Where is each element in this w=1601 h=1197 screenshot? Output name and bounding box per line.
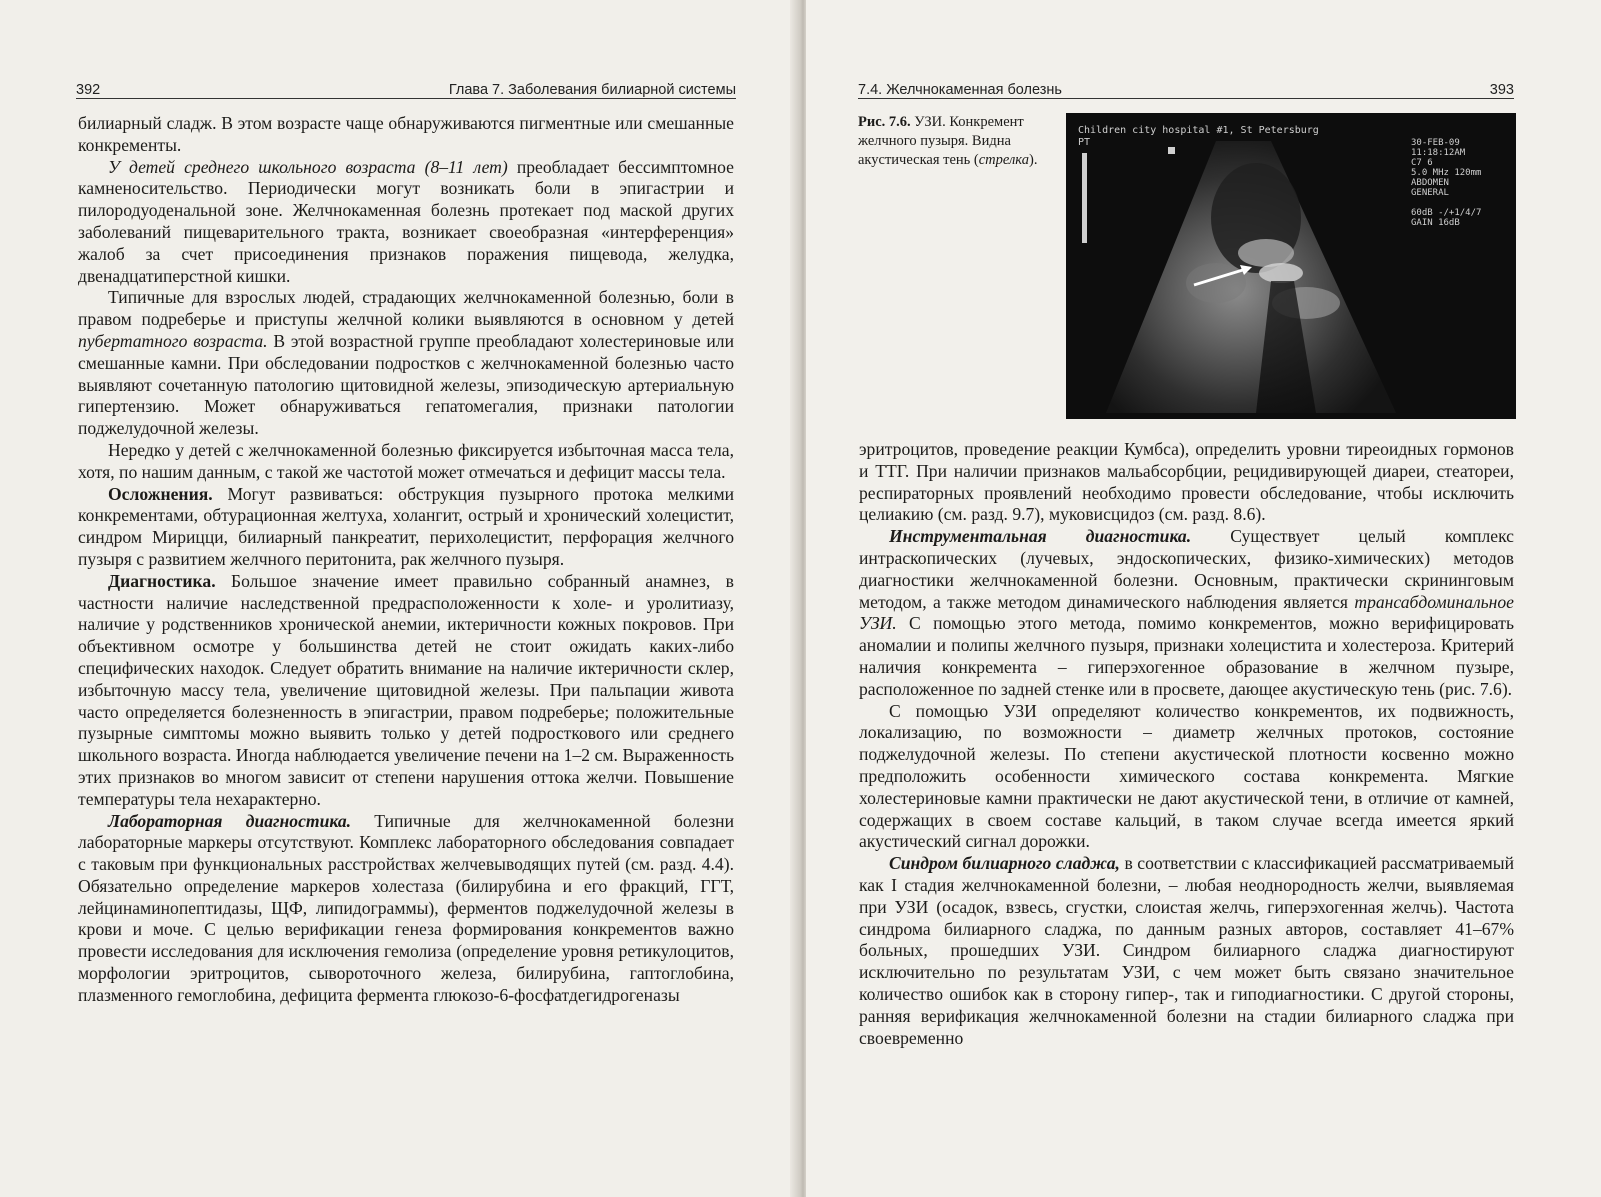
- paragraph-diagnostics: Диагностика. Большое значение имеет правильно собранный анамнез, в частности наличие наследственной предрасположенности к холе- и уролитиазу, наличие у родственников хронической анемии, иктеричности кожных покровов. При объективном осмотре у большинства детей не стоит ожидать каких-либо специфических находок. Следует обратить внимание на наличие иктеричности склер, избыточную массу тела, увеличение щитовидной железы. При пальпации живота часто определяется болезненность в эпигастрии, правом подреберье; положительные пузырные симптомы можно выявить только у детей подросткового или среднего школьного возраста. Иногда наблюдается увеличение печени на 1–2 см. Выраженность этих признаков во многом зависит от степени нарушения оттока желчи. Повышение температуры тела нехарактерно.: [78, 570, 734, 809]
- paragraph: Типичные для взрослых людей, страдающих желчнокаменной болезнью, боли в правом подреберье и приступы желчной колики выявляются в основном у детей пубертатного возраста. В этой возрастной группе преобладают холестериновые или смешанные камни. При обследовании подростков с желчнокаменной болезнью часто выявляют сочетанную патологию щитовидной железы, эпизодическую артериальную гипертензию. Может обнаруживаться гепатомегалия, признаки патологии поджелудочной железы.: [78, 287, 734, 439]
- paragraph: билиарный сладж. В этом возрасте чаще обнаруживаются пигментные или смешанные конкременты.: [78, 113, 734, 155]
- ultrasound-header: Children city hospital #1, St Petersburg: [1078, 125, 1319, 136]
- right-running-head: [858, 76, 1514, 99]
- depth-scale: [1082, 153, 1087, 243]
- paragraph: У детей среднего школьного возраста (8–11 лет) преобладает бессимптомное камненосительство. Периодически могут возникать боли в эпигастрии и пилородуоденальной зоне. Желчнокаменная болезнь протекает под маской других заболеваний пищеварительного тракта, возникает своеобразная «интерференция» жалоб за счет присоединения признаков поражения пищевода, желудка, двенадцатиперстной кишки.: [78, 156, 734, 286]
- ultrasound-scan: [1066, 113, 1516, 419]
- paragraph-biliary-sludge: Синдром билиарного сладжа, в соответствии с классификацией рассматриваемый как I стадия желчнокаменной болезни, – любая неоднородность желчи, выявляемая при УЗИ (осадок, взвесь, сгустки, слоистая желчь, гиперэхогенная желчь). Частота синдрома билиарного сладжа, по данным разных авторов, составляет 41–67% больных, прошедших УЗИ. Синдром билиарного сладжа диагностируют исключительно по результатам УЗИ, с чем может быть связано значительное количество ошибок как в сторону гипер-, так и гиподиагностики. С другой стороны, ранняя верификация желчнокаменной болезни на стадии билиарного сладжа при своевременно: [859, 853, 1514, 1048]
- ultrasound-pt: PT: [1078, 137, 1091, 148]
- ultrasound-info-line: C7 6: [1411, 158, 1433, 168]
- ultrasound-info-line: 11:18:12AM: [1411, 148, 1466, 158]
- running-title: Глава 7. Заболевания билиарной системы: [448, 82, 736, 98]
- page-number: 392: [76, 82, 101, 98]
- ultrasound-info-line: GENERAL: [1411, 188, 1449, 198]
- ultrasound-image: [1066, 113, 1516, 419]
- paragraph: С помощью УЗИ определяют количество конкрементов, их подвижность, локализацию, по возможности – диаметр желчных протоков, состояние поджелудочной железы. По степени акустической плотности косвенно можно предположить особенности химического состава конкремента. Мягкие холестериновые камни практически не дают акустической тени, в отличие от камней, содержащих в своем составе кальций, в таком случае всегда имеется яркий акустический сигнал дорожки.: [859, 700, 1514, 852]
- right-page: [806, 0, 1601, 1197]
- ultrasound-info-line: 60dB -/+1/4/7: [1411, 208, 1482, 218]
- paragraph: Нередко у детей с желчнокаменной болезнью фиксируется избыточная масса тела, хотя, по нашим данным, с такой же частотой может отмечаться и дефицит массы тела.: [78, 439, 734, 482]
- paragraph: эритроцитов, проведение реакции Кумбса), определить уровни тиреоидных гормонов и ТТГ. При наличии признаков мальабсорбции, рецидивирующей диареи, стеатореи, респираторных проявлений необходимо провести обследование, чтобы исключить целиакию (см. разд. 9.7), муковисцидоз (см. разд. 8.6).: [859, 439, 1514, 525]
- concrement-echo: [1259, 263, 1303, 283]
- running-title: 7.4. Желчнокаменная болезнь: [858, 82, 1062, 98]
- ultrasound-info-line: GAIN 16dB: [1411, 218, 1460, 228]
- paragraph-lab-diagnostics: Лабораторная диагностика. Типичные для желчнокаменной болезни лабораторные маркеры отсутствуют. Комплекс лабораторного обследования совпадает с таковым при функциональных расстройствах желчевыводящих путей (см. разд. 4.4). Обязательно определение маркеров холестаза (билирубина и его фракций, ГГТ, лейцинаминопептидазы, ЩФ, липидограммы), ферментов поджелудочной железы в крови и моче. С целью верификации генеза формирования конкрементов важно провести исследования для исключения гемолиза (определение уровня ретикулоцитов, морфологии эритроцитов, сывороточного железа, билирубина, гаптоглобина, плазменного гемоглобина, дефицита фермента глюкозо-6-фосфатдегидрогеназы: [78, 810, 734, 1005]
- ultrasound-info-line: 5.0 MHz 120mm: [1411, 168, 1482, 178]
- page-number: 393: [1489, 82, 1514, 98]
- ultrasound-info-line: ABDOMEN: [1411, 178, 1449, 188]
- left-running-head: [76, 76, 736, 99]
- ultrasound-info-line: 30-FEB-09: [1411, 138, 1460, 148]
- paragraph-instrumental-diagnostics: Инструментальная диагностика. Существует целый комплекс интраскопических (лучевых, эндоскопических, физико-химических) методов диагностики желчнокаменной болезни. Основным, практически скрининговым методом, а также методом динамического наблюдения является трансабдоминальное УЗИ. С помощью этого метода, помимо конкрементов, можно верифицировать аномалии и полипы желчного пузыря, признаки холецистита и холестероза. Критерий наличия конкремента – гиперэхогенное образование в желчном пузыре, расположенное по задней стенке или в просвете, дающее акустическую тень (рис. 7.6).: [859, 526, 1514, 699]
- paragraph-complications: Осложнения. Могут развиваться: обструкция пузырного протока мелкими конкрементами, обтурационная желтуха, холангит, острый и хронический холецистит, синдром Мирицци, билиарный панкреатит, перихолецистит, перфорация желчного пузыря с развитием желчного перитонита, рак желчного пузыря.: [78, 483, 734, 569]
- right-body-text: [859, 439, 1514, 1049]
- left-body-text: [78, 113, 734, 1007]
- figure-caption: Рис. 7.6. УЗИ. Конкремент желчного пузыря. Видна акустическая тень (стрелка).: [858, 114, 1038, 168]
- left-page: [0, 0, 800, 1197]
